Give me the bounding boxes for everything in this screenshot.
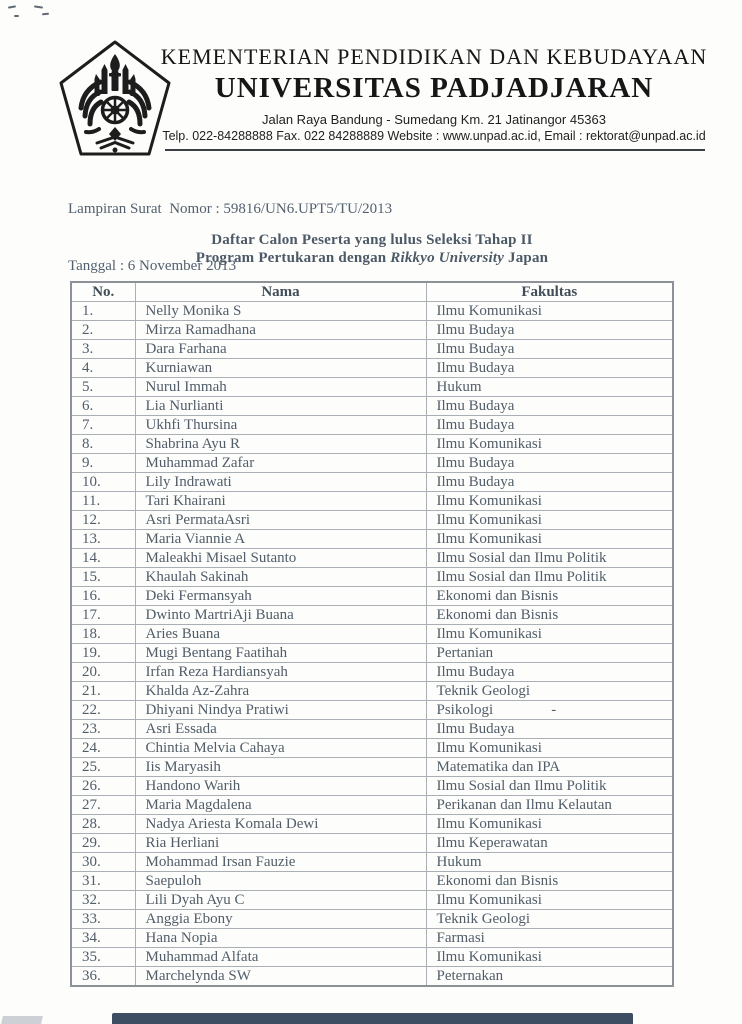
table-row bbox=[71, 663, 673, 682]
table-row bbox=[71, 948, 673, 967]
cell-fakultas: Hukum bbox=[426, 378, 673, 397]
cell-fakultas: Farmasi bbox=[426, 929, 673, 948]
cell-fakultas: Ilmu Komunikasi bbox=[426, 492, 673, 511]
table-row bbox=[71, 587, 673, 606]
scan-mark bbox=[8, 5, 16, 8]
table-row bbox=[71, 720, 673, 739]
table-row bbox=[71, 872, 673, 891]
table-row bbox=[71, 815, 673, 834]
cell-fakultas: Ilmu Budaya bbox=[426, 359, 673, 378]
header-fakultas: Fakultas bbox=[426, 282, 673, 302]
cell-no: 26. bbox=[71, 777, 135, 796]
table-row bbox=[71, 435, 673, 454]
cell-fakultas: Perikanan dan Ilmu Kelautan bbox=[426, 796, 673, 815]
ministry-name: KEMENTERIAN PENDIDIKAN DAN KEBUDAYAAN bbox=[160, 44, 708, 69]
cell-no: 5. bbox=[71, 378, 135, 397]
title-line2-prefix: Program Pertukaran dengan bbox=[195, 250, 391, 266]
table-row bbox=[71, 682, 673, 701]
cell-nama: Tari Khairani bbox=[135, 492, 426, 511]
cell-no: 16. bbox=[71, 587, 135, 606]
cell-no: 35. bbox=[71, 948, 135, 967]
cell-no: 22. bbox=[71, 701, 135, 720]
header-no: No. bbox=[71, 282, 135, 302]
cell-no: 3. bbox=[71, 340, 135, 359]
cell-no: 17. bbox=[71, 606, 135, 625]
cell-nama: Ria Herliani bbox=[135, 834, 426, 853]
table-row bbox=[71, 967, 673, 987]
cell-no: 12. bbox=[71, 511, 135, 530]
cell-no: 15. bbox=[71, 568, 135, 587]
title-line1: Daftar Calon Peserta yang lulus Seleksi Tahap II bbox=[211, 232, 533, 248]
university-name: UNIVERSITAS PADJADJARAN bbox=[214, 72, 654, 104]
cell-nama: Handono Warih bbox=[135, 777, 426, 796]
cell-no: 21. bbox=[71, 682, 135, 701]
table-row bbox=[71, 891, 673, 910]
cell-no: 27. bbox=[71, 796, 135, 815]
cell-no: 36. bbox=[71, 967, 135, 987]
cell-nama: Lili Dyah Ayu C bbox=[135, 891, 426, 910]
cell-nama: Mohammad Irsan Fauzie bbox=[135, 853, 426, 872]
cell-no: 10. bbox=[71, 473, 135, 492]
cell-fakultas: Ilmu Budaya bbox=[426, 416, 673, 435]
scan-edge-bar bbox=[112, 1013, 633, 1024]
cell-fakultas: Peternakan bbox=[426, 967, 673, 987]
scan-mark bbox=[34, 5, 43, 8]
cell-fakultas: Ilmu Komunikasi bbox=[426, 530, 673, 549]
cell-nama: Kurniawan bbox=[135, 359, 426, 378]
table-row bbox=[71, 378, 673, 397]
table-row bbox=[71, 321, 673, 340]
cell-fakultas: Ilmu Komunikasi bbox=[426, 948, 673, 967]
table-row bbox=[71, 568, 673, 587]
table-row bbox=[71, 739, 673, 758]
cell-nama: Maria Magdalena bbox=[135, 796, 426, 815]
cell-nama: Hana Nopia bbox=[135, 929, 426, 948]
title-line2-suffix: Japan bbox=[504, 250, 549, 266]
cell-nama: Chintia Melvia Cahaya bbox=[135, 739, 426, 758]
cell-nama: Dhiyani Nindya Pratiwi bbox=[135, 701, 426, 720]
cell-nama: Lia Nurlianti bbox=[135, 397, 426, 416]
cell-fakultas: Ekonomi dan Bisnis bbox=[426, 606, 673, 625]
cell-fakultas: Ilmu Budaya bbox=[426, 454, 673, 473]
cell-no: 6. bbox=[71, 397, 135, 416]
cell-nama: Iis Maryasih bbox=[135, 758, 426, 777]
cell-fakultas: Ilmu Budaya bbox=[426, 340, 673, 359]
cell-fakultas: Teknik Geologi bbox=[426, 910, 673, 929]
cell-nama: Muhammad Alfata bbox=[135, 948, 426, 967]
cell-nama: Asri PermataAsri bbox=[135, 511, 426, 530]
table-header-row bbox=[71, 282, 673, 302]
cell-fakultas: Ilmu Komunikasi bbox=[426, 891, 673, 910]
table-row bbox=[71, 511, 673, 530]
table-row bbox=[71, 929, 673, 948]
cell-nama: Shabrina Ayu R bbox=[135, 435, 426, 454]
cell-nama: Lily Indrawati bbox=[135, 473, 426, 492]
table-row bbox=[71, 606, 673, 625]
table-row bbox=[71, 530, 673, 549]
stray-mark: - bbox=[551, 701, 557, 718]
scan-mark bbox=[14, 15, 19, 17]
cell-fakultas: Ilmu Komunikasi bbox=[426, 511, 673, 530]
university-address: Jalan Raya Bandung - Sumedang Km. 21 Jatinangor 45363 bbox=[261, 112, 606, 127]
cell-fakultas: Psikologi - bbox=[426, 701, 673, 720]
cell-nama: Asri Essada bbox=[135, 720, 426, 739]
cell-nama: Mirza Ramadhana bbox=[135, 321, 426, 340]
cell-no: 11. bbox=[71, 492, 135, 511]
cell-no: 14. bbox=[71, 549, 135, 568]
cell-nama: Mugi Bentang Faatihah bbox=[135, 644, 426, 663]
cell-fakultas: Ilmu Budaya bbox=[426, 473, 673, 492]
cell-no: 23. bbox=[71, 720, 135, 739]
cell-nama: Irfan Reza Hardiansyah bbox=[135, 663, 426, 682]
cell-fakultas: Ilmu Keperawatan bbox=[426, 834, 673, 853]
cell-fakultas: Teknik Geologi bbox=[426, 682, 673, 701]
cell-fakultas: Ekonomi dan Bisnis bbox=[426, 587, 673, 606]
cell-nama: Maria Viannie A bbox=[135, 530, 426, 549]
cell-no: 19. bbox=[71, 644, 135, 663]
cell-fakultas: Ilmu Sosial dan Ilmu Politik bbox=[426, 549, 673, 568]
cell-no: 20. bbox=[71, 663, 135, 682]
cell-no: 34. bbox=[71, 929, 135, 948]
table-row bbox=[71, 302, 673, 321]
table-row bbox=[71, 549, 673, 568]
table-row bbox=[71, 492, 673, 511]
table-row bbox=[71, 397, 673, 416]
cell-fakultas: Ilmu Budaya bbox=[426, 663, 673, 682]
scan-mark bbox=[42, 13, 49, 16]
cell-fakultas: Ilmu Komunikasi bbox=[426, 739, 673, 758]
cell-no: 8. bbox=[71, 435, 135, 454]
table-row bbox=[71, 834, 673, 853]
cell-no: 29. bbox=[71, 834, 135, 853]
cell-fakultas: Ilmu Komunikasi bbox=[426, 625, 673, 644]
table-row bbox=[71, 701, 673, 720]
cell-fakultas: Ilmu Budaya bbox=[426, 720, 673, 739]
cell-no: 2. bbox=[71, 321, 135, 340]
participants-table bbox=[70, 281, 674, 987]
cell-nama: Khaulah Sakinah bbox=[135, 568, 426, 587]
cell-fakultas: Ekonomi dan Bisnis bbox=[426, 872, 673, 891]
cell-no: 28. bbox=[71, 815, 135, 834]
table-row bbox=[71, 473, 673, 492]
letterhead-divider bbox=[165, 149, 705, 151]
document-title bbox=[0, 231, 742, 267]
cell-fakultas: Ilmu Komunikasi bbox=[426, 815, 673, 834]
letter-date: Tanggal : 6 November 2013 bbox=[68, 258, 237, 274]
cell-fakultas: Pertanian bbox=[426, 644, 673, 663]
cell-fakultas: Ilmu Budaya bbox=[426, 321, 673, 340]
cell-nama: Ukhfi Thursina bbox=[135, 416, 426, 435]
cell-fakultas: Hukum bbox=[426, 853, 673, 872]
table-row bbox=[71, 758, 673, 777]
cell-no: 7. bbox=[71, 416, 135, 435]
unpad-logo-icon bbox=[55, 38, 175, 160]
university-contact: Telp. 022-84288888 Fax. 022 84288889 Website : www.unpad.ac.id, Email : rektorat@unpad.ac.id bbox=[162, 129, 706, 143]
cell-no: 32. bbox=[71, 891, 135, 910]
cell-nama: Dwinto MartriAji Buana bbox=[135, 606, 426, 625]
cell-fakultas: Matematika dan IPA bbox=[426, 758, 673, 777]
cell-no: 1. bbox=[71, 302, 135, 321]
table-row bbox=[71, 625, 673, 644]
letter-meta bbox=[68, 162, 392, 295]
cell-nama: Aries Buana bbox=[135, 625, 426, 644]
cell-nama: Marchelynda SW bbox=[135, 967, 426, 987]
cell-fakultas: Ilmu Komunikasi bbox=[426, 435, 673, 454]
header-nama: Nama bbox=[135, 282, 426, 302]
cell-nama: Nadya Ariesta Komala Dewi bbox=[135, 815, 426, 834]
lampiran-number: Lampiran Surat Nomor : 59816/UN6.UPT5/TU/2013 bbox=[68, 201, 393, 217]
table-row bbox=[71, 416, 673, 435]
cell-no: 25. bbox=[71, 758, 135, 777]
table-row bbox=[71, 853, 673, 872]
cell-fakultas: Ilmu Sosial dan Ilmu Politik bbox=[426, 568, 673, 587]
table-row bbox=[71, 777, 673, 796]
cell-nama: Nelly Monika S bbox=[135, 302, 426, 321]
cell-fakultas: Ilmu Komunikasi bbox=[426, 302, 673, 321]
cell-no: 4. bbox=[71, 359, 135, 378]
cell-fakultas: Ilmu Budaya bbox=[426, 397, 673, 416]
cell-fakultas: Ilmu Sosial dan Ilmu Politik bbox=[426, 777, 673, 796]
cell-nama: Muhammad Zafar bbox=[135, 454, 426, 473]
letterhead bbox=[158, 44, 710, 143]
scan-smudge bbox=[1, 1016, 43, 1024]
table-row bbox=[71, 359, 673, 378]
table-row bbox=[71, 340, 673, 359]
cell-no: 13. bbox=[71, 530, 135, 549]
table-row bbox=[71, 910, 673, 929]
cell-nama: Anggia Ebony bbox=[135, 910, 426, 929]
table-row bbox=[71, 454, 673, 473]
cell-nama: Deki Fermansyah bbox=[135, 587, 426, 606]
cell-nama: Nurul Immah bbox=[135, 378, 426, 397]
table-row bbox=[71, 796, 673, 815]
title-line2 bbox=[0, 249, 742, 267]
title-line2-italic: Rikkyo University bbox=[390, 250, 505, 266]
cell-no: 30. bbox=[71, 853, 135, 872]
table-row bbox=[71, 644, 673, 663]
cell-no: 9. bbox=[71, 454, 135, 473]
cell-nama: Khalda Az-Zahra bbox=[135, 682, 426, 701]
cell-no: 33. bbox=[71, 910, 135, 929]
cell-nama: Saepuloh bbox=[135, 872, 426, 891]
cell-no: 31. bbox=[71, 872, 135, 891]
cell-nama: Dara Farhana bbox=[135, 340, 426, 359]
cell-no: 24. bbox=[71, 739, 135, 758]
cell-nama: Maleakhi Misael Sutanto bbox=[135, 549, 426, 568]
cell-no: 18. bbox=[71, 625, 135, 644]
